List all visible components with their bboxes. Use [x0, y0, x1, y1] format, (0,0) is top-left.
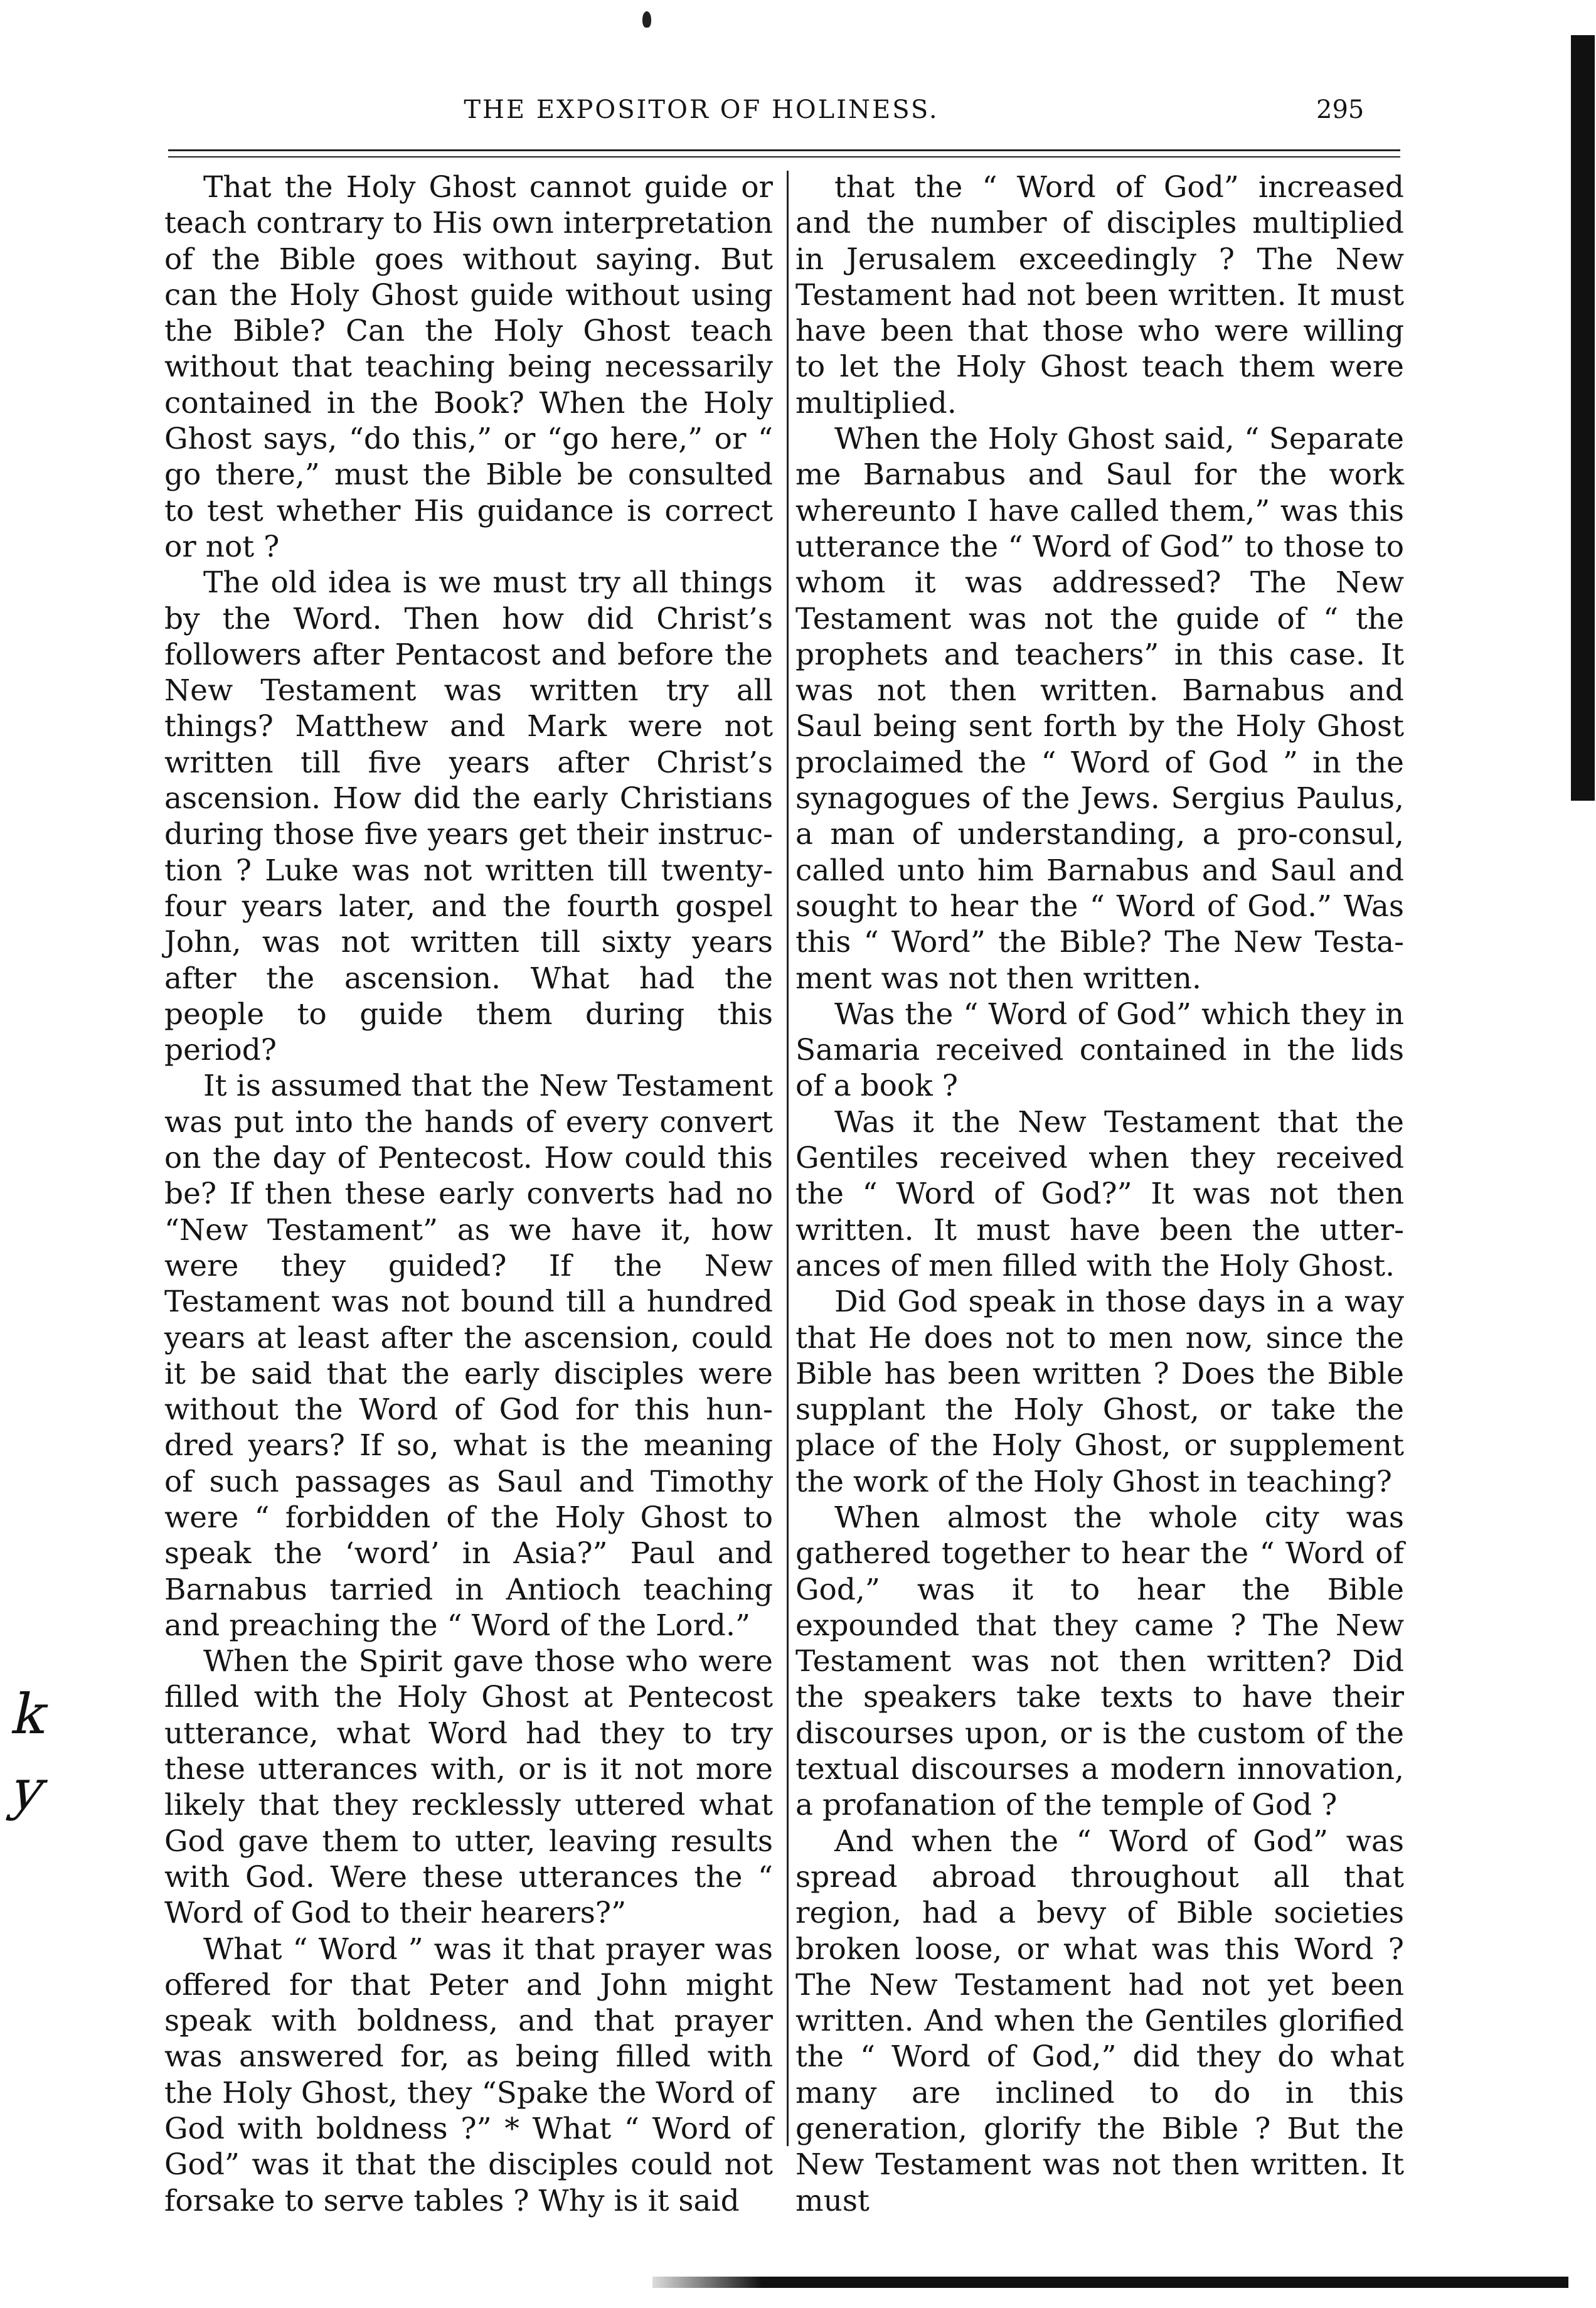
- paragraph: Was it the New Testament that the Gentiles received when they received the “ Word of God?” It was not then written. It must have been the utterances of men filled with the Holy Ghost.: [795, 1104, 1404, 1283]
- column-divider: [787, 171, 789, 2146]
- left-column: [164, 169, 773, 2219]
- paragraph: The old idea is we must try all things by the Word. Then how did Christ’s followers after Pentacost and before the New Testament was written try all things? Matthew and Mark were not written till five years after Christ’s ascension. How did the early Christians during those five years get their instruction ? Luke was not written till twenty-four years later, and the fourth gospel John, was not written till sixty years after the ascension. What had the people to guide them during this period?: [164, 565, 773, 1068]
- paragraph: When almost the whole city was gathered together to hear the “ Word of God,” was it to hear the Bible expounded that they came ? The New Testament was not then written? Did the speakers take texts to have their discourses upon, or is the custom of the textual discourses a modern innovation, a profanation of the temple of God ?: [795, 1500, 1404, 1823]
- paragraph: That the Holy Ghost cannot guide or teach contrary to His own interpretation of the Bible goes without saying. But can the Holy Ghost guide without using the Bible? Can the Holy Ghost teach without that teaching being necessarily contained in the Book? When the Holy Ghost says, “do this,” or “go here,” or “ go there,” must the Bible be consulted to test whether His guidance is correct or not ?: [164, 170, 773, 564]
- paragraph: And when the “ Word of God” was spread abroad throughout all that region, had a bevy of Bible societies broken loose, or what was this Word ? The New Testament had not yet been written. And when the Gentiles glorified the “ Word of God,” did they do what many are inclined to do in this generation, glorify the Bible ? But the New Testament was not then written. It must: [795, 1824, 1404, 2218]
- paragraph: When the Spirit gave those who were filled with the Holy Ghost at Pentecost utterance, what Word had they to try these utterances with, or is it not more likely that they recklessly uttered what God gave them to utter, leaving results with God. Were these utterances the “ Word of God to their hearers?”: [164, 1644, 773, 1931]
- ink-mark: [642, 11, 651, 28]
- paragraph: What “ Word ” was it that prayer was offered for that Peter and John might speak with boldness, and that prayer was answered for, as being filled with the Holy Ghost, they “Spake the Word of God with boldness ?” * What “ Word of God” was it that the disciples could not forsake to serve tables ? Why is it said: [164, 1931, 773, 2218]
- handwritten-margin-mark: y: [3, 1757, 56, 1822]
- scan-edge-bar: [1571, 35, 1595, 801]
- paragraph: It is assumed that the New Testament was put into the hands of every convert on the day of Pentecost. How could this be? If then these early converts had no “New Testament” as we have it, how were they guided? If the New Testament was not bound till a hundred years at least after the ascension, could it be said that the early disciples were without the Word of God for this hundred years? If so, what is the meaning of such passages as Saul and Timothy were “ forbidden of the Holy Ghost to speak the ‘word’ in Asia?” Paul and Barnabus tarried in Antioch teaching and preaching the “ Word of the Lord.”: [164, 1069, 773, 1643]
- right-column: [795, 169, 1404, 2219]
- paragraph: Did God speak in those days in a way that He does not to men now, since the Bible has been written ? Does the Bible supplant the Holy Ghost, or take the place of the Holy Ghost, or supplement the work of the Holy Ghost in teaching?: [795, 1285, 1404, 1499]
- page-number: 295: [1316, 95, 1365, 124]
- header-double-rule: [168, 149, 1400, 158]
- paragraph: that the “ Word of God” increased and the number of disciples multiplied in Jerusalem exceedingly ? The New Testament had not been written. It must have been that those who were willing to let the Holy Ghost teach them were multiplied.: [795, 170, 1404, 420]
- running-header-title: THE EXPOSITOR OF HOLINESS.: [464, 95, 939, 124]
- scan-bottom-edge: [652, 2277, 1568, 2288]
- handwritten-margin-mark: k: [7, 1682, 55, 1746]
- paragraph: Was the “ Word of God” which they in Samaria received contained in the lids of a book ?: [795, 996, 1404, 1104]
- paragraph: When the Holy Ghost said, “ Separate me Barnabus and Saul for the work whereunto I have called them,” was this utterance the “ Word of God” to those to whom it was addressed? The New Testament was not the guide of “ the prophets and teachers” in this case. It was not then written. Barnabus and Saul being sent forth by the Holy Ghost proclaimed the “ Word of God ” in the synagogues of the Jews. Sergius Paulus, a man of understanding, a pro-consul, called unto him Barnabus and Saul and sought to hear the “ Word of God.” Was this “ Word” the Bible? The New Testament was not then written.: [795, 422, 1404, 996]
